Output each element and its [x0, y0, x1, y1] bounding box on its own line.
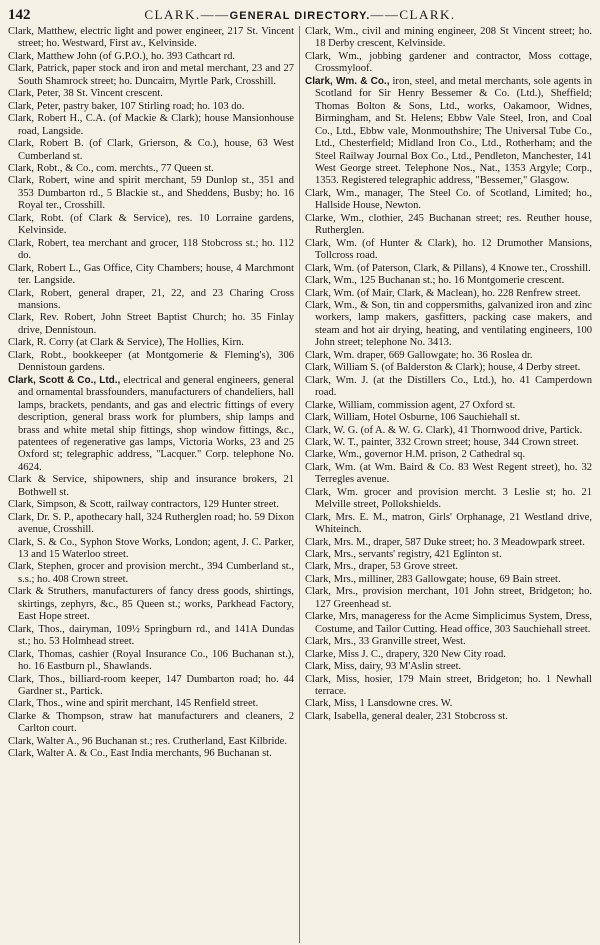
entry-text: Clark, Robert, general draper, 21, 22, and 23 Charing Cross mansions. [8, 287, 294, 311]
directory-entry [305, 711, 592, 723]
entry-text: Clark & Service, shipowners, ship and insurance brokers, 21 Bothwell st. [8, 474, 294, 498]
directory-entry [305, 300, 592, 350]
directory-entry [305, 400, 592, 412]
entry-text: Clarke, Wm., governor H.M. prison, 2 Cathedral sq. [305, 449, 526, 461]
directory-entry [8, 736, 294, 748]
directory-entry [305, 375, 592, 400]
directory-entry [305, 76, 592, 188]
directory-entry [305, 51, 592, 76]
directory-entry [8, 698, 294, 710]
directory-entry [8, 175, 294, 212]
page-number: 142 [8, 7, 31, 23]
directory-entry [8, 213, 294, 238]
entry-text: Clark, Mrs., draper, 53 Grove street. [305, 561, 459, 573]
directory-entry [305, 674, 592, 699]
entry-text: Clark, Mrs. E. M., matron, Girls' Orphanage, 21 Westland drive, Whiteinch. [305, 511, 592, 536]
page-header [8, 4, 592, 26]
directory-entry [8, 113, 294, 138]
directory-entry [8, 499, 294, 511]
entry-text: Clark, Wm. (of Mair, Clark, & Maclean), ho. 228 Renfrew street. [305, 287, 581, 299]
entry-text: iron, steel, and metal merchants, sole agents in Scotland for Sir Henry Bessemer & Co. (Ltd.), Sheffield; Thomas Bolton & Sons, Ltd., works, Oakamoor, Widnes, Birmingham, and St. Helens; Ebbw Vale Steel, Iron, and Coal Co., Ltd., Ebbw vale, Monmouthshire; The Universal Tube Co., Ltd., Chesterfield; Midland Iron Co., Ltd., Rotherham; and the Steel Railway Journal Box Co., Ltd., Pendleton, Manchester, 141 West George street. Telephone Nos., Nat., 1353 Argyle; Corp., 1353. Registered telegraphic address, "Bessemer," Glasgow. [315, 75, 592, 187]
header-middle: GENERAL DIRECTORY. [229, 10, 371, 22]
directory-entry [305, 449, 592, 461]
directory-entry [8, 586, 294, 623]
directory-entry [8, 474, 294, 499]
directory-entry [8, 649, 294, 674]
directory-entry [8, 263, 294, 288]
directory-entry [8, 26, 294, 51]
directory-entry [8, 163, 294, 175]
directory-columns [8, 26, 592, 943]
directory-entry [8, 337, 294, 349]
entry-text: Clarke, Mrs, manageress for the Acme Simplicimus System, Dress, Costume, and Tailor Cutting. Head office, 303 Sauchiehall street. [305, 611, 592, 635]
directory-entry [8, 101, 294, 113]
directory-entry [305, 611, 592, 636]
entry-text: Clark, Wm., & Son, tin and coppersmiths, galvanized iron and zinc workers, lamp makers, gasfitters, packing case makers, and steam and hot air drying, heating, and ventilating engineers, 100 John street; telephone No. 3413. [305, 299, 592, 349]
directory-entry [305, 213, 592, 238]
entry-text: Clark, William S. (of Balderston & Clark); house, 4 Derby street. [305, 362, 581, 374]
directory-entry [305, 636, 592, 648]
entry-text: electrical and general engineers, general and ornamental brassfounders, manufacturers of chandeliers, hall lamps, brackets, pendants, and gas and electric fittings of every description, general brass work for plumbers, ship lamps and brass and white metal ship fittings, shop window fittings, &c., patentees of regenerative gas lamps, Victoria Works, 23 and 25 Oxford st; telegraphic address, "Lacquer." Corp. telephone No. 4624. [18, 374, 294, 473]
entry-text: Clark, Thos., billiard-room keeper, 147 Dumbarton road; ho. 44 Gardner st., Partick. [8, 673, 294, 698]
directory-entry [305, 661, 592, 673]
entry-text: Clark, Robert, wine and spirit merchant, 59 Dunlop st., 351 and 353 Dumbarton rd., 5 Blackie st., and Sheddens, Busby; ho. 16 Royal ter., Crosshill. [8, 175, 294, 212]
entry-text: Clark, Robt., bookkeeper (at Montgomerie & Fleming's), 306 Dennistoun gardens. [8, 349, 294, 374]
header-left: CLARK. [144, 7, 201, 22]
left-column [8, 26, 300, 943]
entry-text: Clark, Robert H., C.A. (of Mackie & Clark); house Mansionhouse road, Langside. [8, 113, 294, 137]
entry-text: Clark, Thos., dairyman, 109½ Springburn rd., and 141A Dundas st.; ho. 53 Holmhead street. [8, 623, 294, 648]
entry-text: Clark, Wm., civil and mining engineer, 208 St Vincent street; ho. 18 Derby crescent, Kelvinside. [305, 26, 592, 50]
header-dash-left: —— [200, 7, 230, 22]
directory-entry [8, 537, 294, 562]
directory-entry [305, 288, 592, 300]
directory-entry [8, 51, 294, 63]
header-dash-right: —— [370, 7, 400, 22]
directory-entry [305, 537, 592, 549]
entry-text: Clark, R. Corry (at Clark & Service), The Hollies, Kirn. [8, 337, 244, 349]
directory-entry [305, 586, 592, 611]
directory-entry [305, 437, 592, 449]
entry-text: Clark, William, Hotel Osburne, 106 Sauchiehall st. [305, 412, 520, 424]
directory-entry [305, 487, 592, 512]
entry-text: Clark, Dr. S. P., apothecary hall, 324 Rutherglen road; ho. 59 Dixon avenue, Crosshill. [8, 511, 294, 536]
right-column [300, 26, 592, 943]
entry-text: Clark, Robert, tea merchant and grocer, 118 Stobcross st.; ho. 112 do. [8, 237, 294, 262]
entry-firm-name: Clark, Wm. & Co., [305, 75, 390, 87]
entry-text: Clark, Robert L., Gas Office, City Chambers; house, 4 Marchmont ter. Langside. [8, 262, 294, 287]
directory-entry [305, 412, 592, 424]
entry-text: Clarke, William, commission agent, 27 Oxford st. [305, 399, 516, 411]
entry-text: Clark, Wm. (at Wm. Baird & Co. 83 West Regent street), ho. 32 Terregles avenue. [305, 461, 592, 486]
entry-text: Clark, Wm. (of Hunter & Clark), ho. 12 Drumother Mansions, Tollcross road. [305, 237, 592, 262]
entry-text: Clark, S. & Co., Syphon Stove Works, London; agent, J. C. Parker, 13 and 15 Waterloo street. [8, 536, 294, 561]
directory-entry [8, 375, 294, 475]
entry-text: Clark, Stephen, grocer and provision mercht., 394 Cumberland st., s.s.; ho. 408 Crown street. [8, 561, 294, 585]
running-title [144, 7, 455, 22]
directory-entry [8, 624, 294, 649]
directory-entry [305, 649, 592, 661]
directory-entry [8, 63, 294, 88]
directory-entry [8, 748, 294, 760]
entry-text: Clark, Mrs., servants' registry, 421 Eglinton st. [305, 549, 502, 561]
entry-text: Clark, Simpson, & Scott, railway contractors, 129 Hunter street. [8, 499, 279, 511]
entry-text: Clark, Robt., & Co., com. merchts., 77 Queen st. [8, 162, 214, 174]
entry-text: Clark, Wm. J. (at the Distillers Co., Ltd.), ho. 41 Camperdown road. [305, 374, 592, 399]
entry-text: Clark, Patrick, paper stock and iron and metal merchant, 23 and 27 South Shamrock street; ho. Duncairn, Myrtle Park, Crosshill. [8, 63, 294, 87]
directory-entry [305, 425, 592, 437]
entry-text: Clark, Wm., manager, The Steel Co. of Scotland, Limited; ho., Hallside House, Newton. [305, 187, 592, 212]
entry-text: Clark, Robt. (of Clark & Service), res. 10 Lorraine gardens, Kelvinside. [8, 212, 294, 237]
directory-entry [305, 188, 592, 213]
entry-text: Clark, Walter A. & Co., East India merchants, 96 Buchanan st. [8, 748, 272, 760]
header-right: CLARK. [399, 7, 456, 22]
directory-entry [305, 549, 592, 561]
directory-entry [8, 350, 294, 375]
directory-entry [8, 238, 294, 263]
entry-firm-name: Clark, Scott & Co., Ltd., [8, 374, 121, 386]
entry-text: Clark, Wm., 125 Buchanan st.; ho. 16 Montgomerie crescent. [305, 275, 565, 287]
directory-entry [305, 574, 592, 586]
entry-text: Clark, Wm. draper, 669 Gallowgate; ho. 36 Roslea dr. [305, 349, 533, 361]
directory-entry [305, 512, 592, 537]
entry-text: Clark, Walter A., 96 Buchanan st.; res. Crutherland, East Kilbride. [8, 735, 287, 747]
entry-text: Clark & Struthers, manufacturers of fancy dress goods, shirtings, skirtings, zephyrs, &c., 85 Queen st.; works, Parkhead Factory, East Hope street. [8, 586, 294, 623]
entry-text: Clark, Peter, 38 St. Vincent crescent. [8, 88, 163, 100]
entry-text: Clark, Wm. grocer and provision mercht. 3 Leslie st; ho. 21 Melville street, Pollokshields. [305, 486, 592, 511]
directory-entry [305, 561, 592, 573]
entry-text: Clark, Mrs. M., draper, 587 Duke street; ho. 3 Meadowpark street. [305, 536, 585, 548]
entry-text: Clark, Peter, pastry baker, 107 Stirling road; ho. 103 do. [8, 100, 245, 112]
entry-text: Clark, Thomas, cashier (Royal Insurance Co., 106 Buchanan st.), ho. 16 Eastburn pl., Shawlands. [8, 648, 294, 673]
directory-entry [305, 350, 592, 362]
entry-text: Clark, Robert B. (of Clark, Grierson, & Co.), house, 63 West Cumberland st. [8, 138, 294, 162]
directory-entry [8, 674, 294, 699]
entry-text: Clark, Matthew, electric light and power engineer, 217 St. Vincent street; ho. Westward, First av., Kelvinside. [8, 26, 294, 50]
directory-entry [305, 362, 592, 374]
directory-entry [8, 711, 294, 736]
directory-entry [8, 288, 294, 313]
entry-text: Clarke, Wm., clothier, 245 Buchanan street; res. Reuther house, Rutherglen. [305, 212, 592, 237]
directory-entry [305, 698, 592, 710]
directory-entry [305, 462, 592, 487]
directory-entry [8, 561, 294, 586]
entry-text: Clark, Wm., jobbing gardener and contractor, Moss cottage, Crossmyloof. [305, 50, 592, 75]
directory-entry [305, 26, 592, 51]
entry-text: Clark, Miss, hosier, 179 Main street, Bridgeton; ho. 1 Newhall terrace. [305, 673, 592, 698]
entry-text: Clark, Miss, 1 Lansdowne cres. W. [305, 698, 453, 710]
entry-text: Clark, Thos., wine and spirit merchant, 145 Renfield street. [8, 698, 259, 710]
entry-text: Clark, Wm. (of Paterson, Clark, & Pillans), 4 Knowe ter., Crosshill. [305, 262, 591, 274]
directory-entry [8, 312, 294, 337]
directory-entry [8, 138, 294, 163]
entry-text: Clark, Mrs., milliner, 283 Gallowgate; house, 69 Bain street. [305, 573, 561, 585]
entry-text: Clark, Mrs., 33 Granville street, West. [305, 636, 466, 648]
directory-entry [305, 263, 592, 275]
entry-text: Clarke, Miss J. C., drapery, 320 New City road. [305, 648, 506, 660]
directory-entry [8, 512, 294, 537]
entry-text: Clark, Isabella, general dealer, 231 Stobcross st. [305, 710, 508, 722]
entry-text: Clark, W. G. (of A. & W. G. Clark), 41 Thornwood drive, Partick. [305, 424, 583, 436]
entry-text: Clarke & Thompson, straw hat manufacturers and cleaners, 2 Carlton court. [8, 710, 294, 735]
entry-text: Clark, W. T., painter, 332 Crown street; house, 344 Crown street. [305, 436, 579, 448]
entry-text: Clark, Matthew John (of G.P.O.), ho. 393 Cathcart rd. [8, 50, 236, 62]
entry-text: Clark, Mrs., provision merchant, 101 John street, Bridgeton; ho. 127 Greenhead st. [305, 586, 592, 610]
directory-entry [305, 238, 592, 263]
directory-entry [8, 88, 294, 100]
directory-entry [305, 275, 592, 287]
entry-text: Clark, Rev. Robert, John Street Baptist Church; ho. 35 Finlay drive, Dennistoun. [8, 312, 294, 336]
entry-text: Clark, Miss, dairy, 93 M'Aslin street. [305, 661, 462, 673]
